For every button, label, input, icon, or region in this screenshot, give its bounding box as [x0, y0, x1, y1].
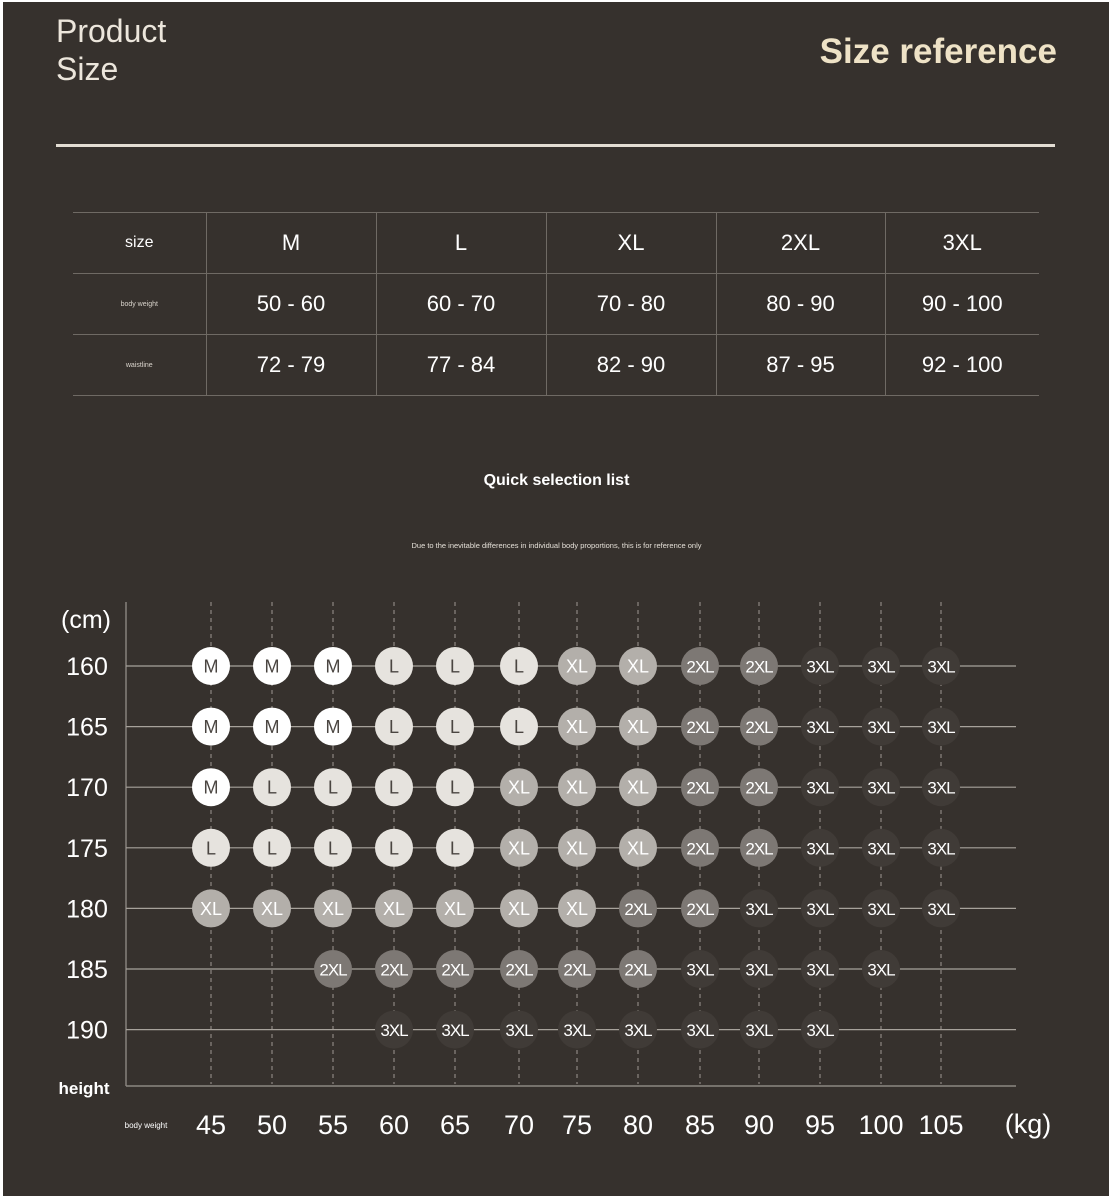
- size-marker-label: 3XL: [745, 899, 773, 919]
- weight-tick-label: 75: [561, 1110, 593, 1140]
- size-marker-label: 3XL: [927, 778, 955, 798]
- size-marker-label: 2XL: [686, 899, 714, 919]
- size-marker-label: XL: [626, 656, 650, 677]
- size-marker-label: M: [325, 717, 341, 738]
- size-marker-label: 3XL: [686, 960, 714, 980]
- size-marker-label: XL: [626, 717, 650, 738]
- size-marker-label: XL: [260, 898, 284, 919]
- size-marker-label: L: [266, 777, 278, 798]
- size-marker-label: XL: [565, 656, 589, 677]
- size-table-header-cell: M: [206, 213, 376, 274]
- height-tick-label: 170: [66, 774, 108, 803]
- size-marker-label: L: [327, 777, 339, 798]
- quick-selection-title: Quick selection list: [483, 472, 630, 489]
- size-table-cell: 90 - 100: [885, 274, 1039, 335]
- size-marker-label: XL: [565, 777, 589, 798]
- weight-tick-label: 100: [858, 1110, 904, 1140]
- size-marker-label: 3XL: [806, 899, 834, 919]
- size-marker-label: 2XL: [319, 960, 347, 980]
- size-marker-label: 3XL: [806, 839, 834, 859]
- weight-tick-label: 105: [918, 1110, 964, 1140]
- product-title-line2: Size: [56, 51, 119, 87]
- size-table-cell: 82 - 90: [546, 335, 716, 396]
- size-table-cell: 77 - 84: [376, 335, 546, 396]
- size-marker-label: 2XL: [624, 960, 652, 980]
- height-tick-label: 190: [66, 1016, 108, 1045]
- weight-unit-label: (kg): [1004, 1109, 1052, 1139]
- size-marker-label: 3XL: [806, 657, 834, 677]
- size-marker-label: 3XL: [927, 718, 955, 738]
- size-marker-label: 2XL: [624, 899, 652, 919]
- weight-tick-label: 55: [317, 1110, 349, 1140]
- size-reference-title: Size reference: [819, 32, 1057, 71]
- size-marker-label: L: [449, 838, 461, 859]
- size-marker-label: M: [203, 656, 219, 677]
- size-marker-label: 2XL: [745, 778, 773, 798]
- size-marker-label: 3XL: [806, 718, 834, 738]
- size-marker-label: 3XL: [867, 899, 895, 919]
- size-marker-label: XL: [382, 898, 406, 919]
- size-table-cell: 92 - 100: [885, 335, 1039, 396]
- size-marker-label: XL: [507, 777, 531, 798]
- size-marker-label: 2XL: [441, 960, 469, 980]
- size-marker-label: 3XL: [745, 1021, 773, 1041]
- size-marker-label: 3XL: [867, 839, 895, 859]
- size-table-cell: 50 - 60: [206, 274, 376, 335]
- size-marker-label: XL: [565, 838, 589, 859]
- size-marker-label: XL: [626, 777, 650, 798]
- size-marker-label: M: [264, 656, 280, 677]
- size-marker-label: 3XL: [380, 1021, 408, 1041]
- size-marker-label: 3XL: [867, 718, 895, 738]
- size-table-row-label: waistline: [73, 335, 206, 396]
- size-marker-label: XL: [626, 838, 650, 859]
- quick-selection-note: Due to the inevitable differences in individual body proportions, this is for reference only: [411, 541, 702, 550]
- size-table-cell: 70 - 80: [546, 274, 716, 335]
- size-marker-label: L: [388, 656, 400, 677]
- size-marker-label: 3XL: [806, 1021, 834, 1041]
- size-marker-label: 3XL: [927, 657, 955, 677]
- size-marker-label: 2XL: [563, 960, 591, 980]
- size-marker-label: 3XL: [563, 1021, 591, 1041]
- weight-tick-label: 45: [195, 1110, 227, 1140]
- size-marker-label: 3XL: [806, 778, 834, 798]
- size-marker-label: 2XL: [745, 839, 773, 859]
- size-table-cell: 87 - 95: [716, 335, 885, 396]
- size-marker-label: L: [388, 717, 400, 738]
- size-marker-label: L: [513, 717, 525, 738]
- size-table-header-cell: XL: [546, 213, 716, 274]
- weight-tick-label: 65: [439, 1110, 471, 1140]
- size-marker-label: M: [203, 777, 219, 798]
- size-marker-label: 3XL: [867, 960, 895, 980]
- height-tick-label: 160: [66, 653, 108, 681]
- weight-tick-label: 95: [804, 1110, 836, 1140]
- size-table-header-cell: 3XL: [885, 213, 1039, 274]
- product-title-line1: Product: [56, 13, 167, 49]
- size-marker-label: L: [327, 838, 339, 859]
- weight-tick-label: 85: [684, 1110, 716, 1140]
- size-marker-label: XL: [507, 838, 531, 859]
- weight-tick-label: 70: [503, 1110, 535, 1140]
- size-marker-label: 3XL: [441, 1021, 469, 1041]
- height-tick-label: 180: [66, 895, 108, 924]
- size-table-header-cell: 2XL: [716, 213, 885, 274]
- size-marker-label: 2XL: [745, 718, 773, 738]
- size-marker-label: 3XL: [505, 1021, 533, 1041]
- size-marker-label: L: [449, 717, 461, 738]
- size-marker-label: 3XL: [927, 899, 955, 919]
- size-table-cell: 72 - 79: [206, 335, 376, 396]
- height-unit-label: (cm): [61, 606, 111, 634]
- size-table-row-label: body weight: [73, 274, 206, 335]
- size-marker-label: L: [266, 838, 278, 859]
- weight-tick-label: 50: [256, 1110, 288, 1140]
- size-marker-label: L: [205, 838, 217, 859]
- size-marker-label: 3XL: [745, 960, 773, 980]
- size-marker-label: XL: [565, 898, 589, 919]
- size-marker-label: L: [449, 777, 461, 798]
- size-marker-label: M: [264, 717, 280, 738]
- size-marker-label: 3XL: [867, 657, 895, 677]
- size-table-cell: 60 - 70: [376, 274, 546, 335]
- height-tick-label: 175: [66, 834, 108, 863]
- size-marker-label: L: [449, 656, 461, 677]
- size-marker-label: 3XL: [806, 960, 834, 980]
- weight-tick-label: 60: [378, 1110, 410, 1140]
- size-table-cell: 80 - 90: [716, 274, 885, 335]
- size-marker-label: 3XL: [867, 778, 895, 798]
- size-marker-label: 2XL: [380, 960, 408, 980]
- height-tick-label: 185: [66, 956, 108, 984]
- size-marker-label: 3XL: [624, 1021, 652, 1041]
- size-table-header-label: size: [73, 213, 206, 274]
- size-marker-label: M: [325, 656, 341, 677]
- size-marker-label: 2XL: [686, 718, 714, 738]
- size-marker-label: 3XL: [927, 839, 955, 859]
- size-marker-label: XL: [507, 898, 531, 919]
- weight-axis-label: body weight: [124, 1121, 168, 1130]
- size-marker-label: 2XL: [745, 657, 773, 677]
- size-marker-label: 2XL: [686, 778, 714, 798]
- weight-tick-label: 90: [743, 1110, 775, 1140]
- size-marker-label: XL: [199, 898, 223, 919]
- size-marker-label: 2XL: [686, 657, 714, 677]
- size-marker-label: L: [388, 777, 400, 798]
- size-marker-label: XL: [443, 898, 467, 919]
- size-marker-label: XL: [321, 898, 345, 919]
- size-marker-label: 2XL: [505, 960, 533, 980]
- height-axis-label: height: [58, 1079, 110, 1098]
- size-table-header-cell: L: [376, 213, 546, 274]
- size-marker-label: L: [388, 838, 400, 859]
- height-tick-label: 165: [66, 713, 108, 742]
- weight-tick-label: 80: [622, 1110, 654, 1140]
- size-marker-label: L: [513, 656, 525, 677]
- size-marker-label: 3XL: [686, 1021, 714, 1041]
- size-marker-label: XL: [565, 717, 589, 738]
- size-marker-label: 2XL: [686, 839, 714, 859]
- size-marker-label: M: [203, 717, 219, 738]
